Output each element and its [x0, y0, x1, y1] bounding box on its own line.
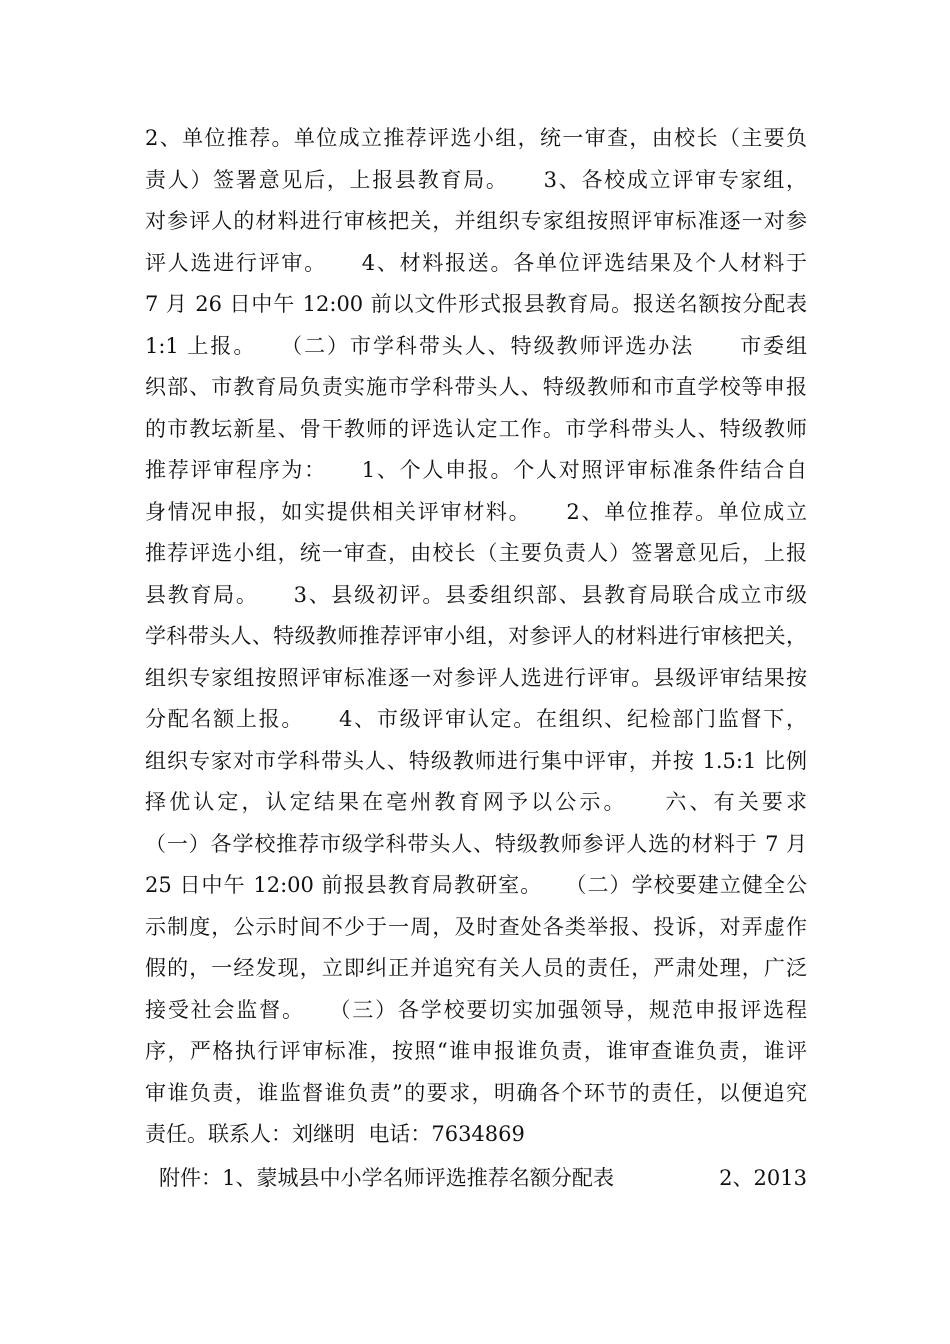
text-line: 1:1 上报。 （二）市学科带头人、特级教师评选办法 市委组 — [145, 333, 807, 358]
text-line: 组织专家对市学科带头人、特级教师进行集中评审，并按 1.5:1 比例 — [145, 748, 807, 773]
text-line: 分配名额上报。 4、市级评审认定。在组织、纪检部门监督下， — [145, 707, 807, 731]
text-line: （一）各学校推荐市级学科带头人、特级教师参评人选的材料于 7 月 — [145, 831, 807, 856]
text-line: 对参评人的材料进行审核把关，并组织专家组按照评审标准逐一对参 — [145, 209, 807, 233]
text-line: 2、单位推荐。单位成立推荐评选小组，统一审查，由校长（主要负 — [145, 126, 807, 150]
text-line: 推荐评选小组，统一审查，由校长（主要负责人）签署意见后，上报 — [145, 541, 807, 565]
text-line: 25 日中午 12:00 前报县教育局教研室。 （二）学校要建立健全公 — [145, 873, 807, 897]
text-line: 组织专家组按照评审标准逐一对参评人选进行评审。县级评审结果按 — [145, 665, 807, 690]
text-line: 接受社会监督。 （三）各学校要切实加强领导，规范申报评选程 — [145, 997, 807, 1022]
text-line: 序，严格执行评审标准，按照“谁申报谁负责，谁审查谁负责，谁评 — [145, 1039, 807, 1063]
text-line: 示制度，公示时间不少于一周，及时查处各类举报、投诉，对弄虚作 — [145, 914, 807, 939]
text-line: 7 月 26 日中午 12:00 前以文件形式报县教育局。报送名额按分配表 — [145, 292, 807, 316]
text-line: 审谁负责，谁监督谁负责”的要求，明确各个环节的责任，以便追究 — [145, 1080, 807, 1105]
text-line: 身情况申报，如实提供相关评审材料。 2、单位推荐。单位成立 — [145, 499, 807, 524]
text-line: 评人选进行评审。 4、材料报送。各单位评选结果及个人材料于 — [145, 250, 807, 275]
contact-line: 责任。联系人：刘继明 电话：7634869 — [145, 1122, 525, 1146]
text-line: 学科带头人、特级教师推荐评审小组，对参评人的材料进行审核把关， — [145, 624, 807, 648]
text-line: 织部、市教育局负责实施市学科带头人、特级教师和市直学校等申报 — [145, 375, 807, 399]
text-line: 责人）签署意见后，上报县教育局。 3、各校成立评审专家组， — [145, 167, 807, 192]
text-line: 假的，一经发现，立即纠正并追究有关人员的责任，严肃处理，广泛 — [145, 956, 807, 980]
text-line: 择优认定，认定结果在亳州教育网予以公示。 六、有关要求 — [145, 790, 807, 814]
attachment-line: 附件：1、蒙城县中小学名师评选推荐名额分配表 2、2013 — [159, 1165, 807, 1190]
body-text — [145, 118, 807, 1199]
text-line: 县教育局。 3、县级初评。县委组织部、县教育局联合成立市级 — [145, 582, 807, 607]
text-line: 推荐评审程序为： 1、个人申报。个人对照评审标准条件结合自 — [145, 458, 807, 482]
text-line: 的市教坛新星、骨干教师的评选认定工作。市学科带头人、特级教师 — [145, 416, 807, 441]
